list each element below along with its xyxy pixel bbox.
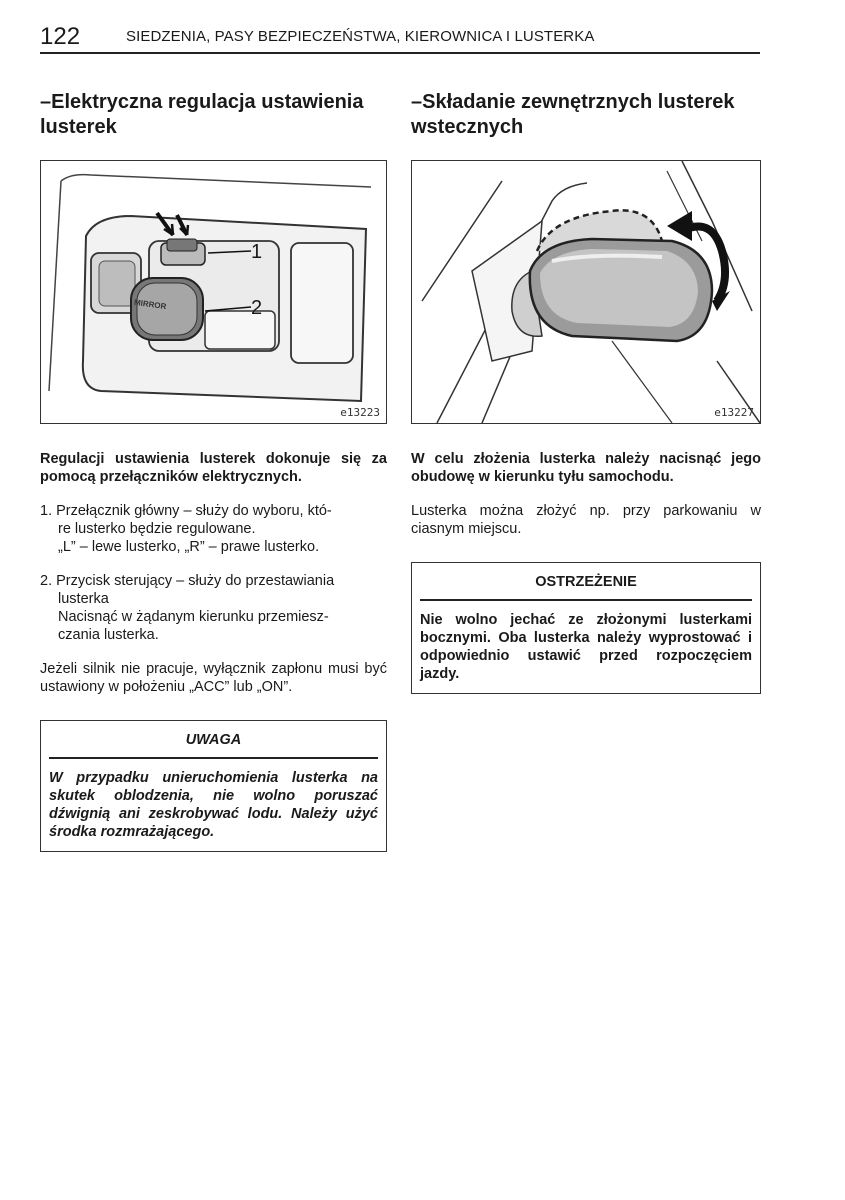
page-header [40,22,760,54]
section-heading-folding-mirrors: –Składanie zewnętrznych lusterek wstecznych [411,91,735,138]
parking-note: Lusterka można złożyć np. przy parkowaniu w ciasnym miejscu. [411,503,761,537]
list-item-line: 2. Przycisk sterujący – służy do przestawiania [40,573,335,589]
caution-body: W przypadku unieruchomienia lusterka na skutek oblodzenia, nie wolno poruszać dźwignią ani zeskrobywać lodu. Należy użyć środka rozmrażającego. [49,770,378,840]
list-item-line: czania lusterka. [58,627,159,643]
intro-text: W celu złożenia lusterka należy nacisnąć jego obudowę w kierunku tyłu samochodu. [411,451,761,485]
warning-body: Nie wolno jechać ze złożonymi lusterkami bocznymi. Oba lusterka należy wyprostować i odpowiednio ustawić przed rozpoczęciem jazdy. [420,612,752,682]
running-head: SIEDZENIA, PASY BEZPIECZEŃSTWA, KIEROWNICA I LUSTERKA [126,28,595,45]
callout-2: 2 [251,297,263,319]
caution-box [40,720,387,852]
folding-mirror-illustration [412,161,760,423]
list-item-line: Nacisnąć w żądanym kierunku przemiesz- [58,609,329,625]
list-item [40,502,387,556]
mirror-label: MIRROR [133,297,167,312]
warning-title: OSTRZEŻENIE [420,573,752,601]
ignition-note: Jeżeli silnik nie pracuje, wyłącznik zapłonu musi być ustawiony w położeniu „ACC” lub „ON”. [40,661,387,695]
intro-text: Regulacji ustawienia lusterek dokonuje się za pomocą przełączników elektrycznych. [40,451,387,485]
figure-code: e13223 [340,406,380,419]
right-column [411,90,761,694]
callout-1: 1 [251,241,263,263]
figure-mirror-folding [411,160,761,424]
left-column [40,90,387,852]
figure-code: e13227 [714,406,754,419]
list-item [40,572,387,644]
figure-mirror-switches [40,160,387,424]
list-item-line: „L” – lewe lusterko, „R” – prawe lusterko. [58,539,320,555]
list-item-line: re lusterko będzie regulowane. [58,521,256,537]
list-item-line: lusterka [58,591,109,607]
caution-title: UWAGA [49,731,378,759]
warning-box [411,562,761,694]
list-item-line: 1. Przełącznik główny – służy do wyboru, któ- [40,503,332,519]
section-heading-electric-adjustment: –Elektryczna regulacja ustawienia lusterek [40,91,364,138]
mirror-switch-illustration [41,161,386,423]
page-number: 122 [40,23,81,50]
